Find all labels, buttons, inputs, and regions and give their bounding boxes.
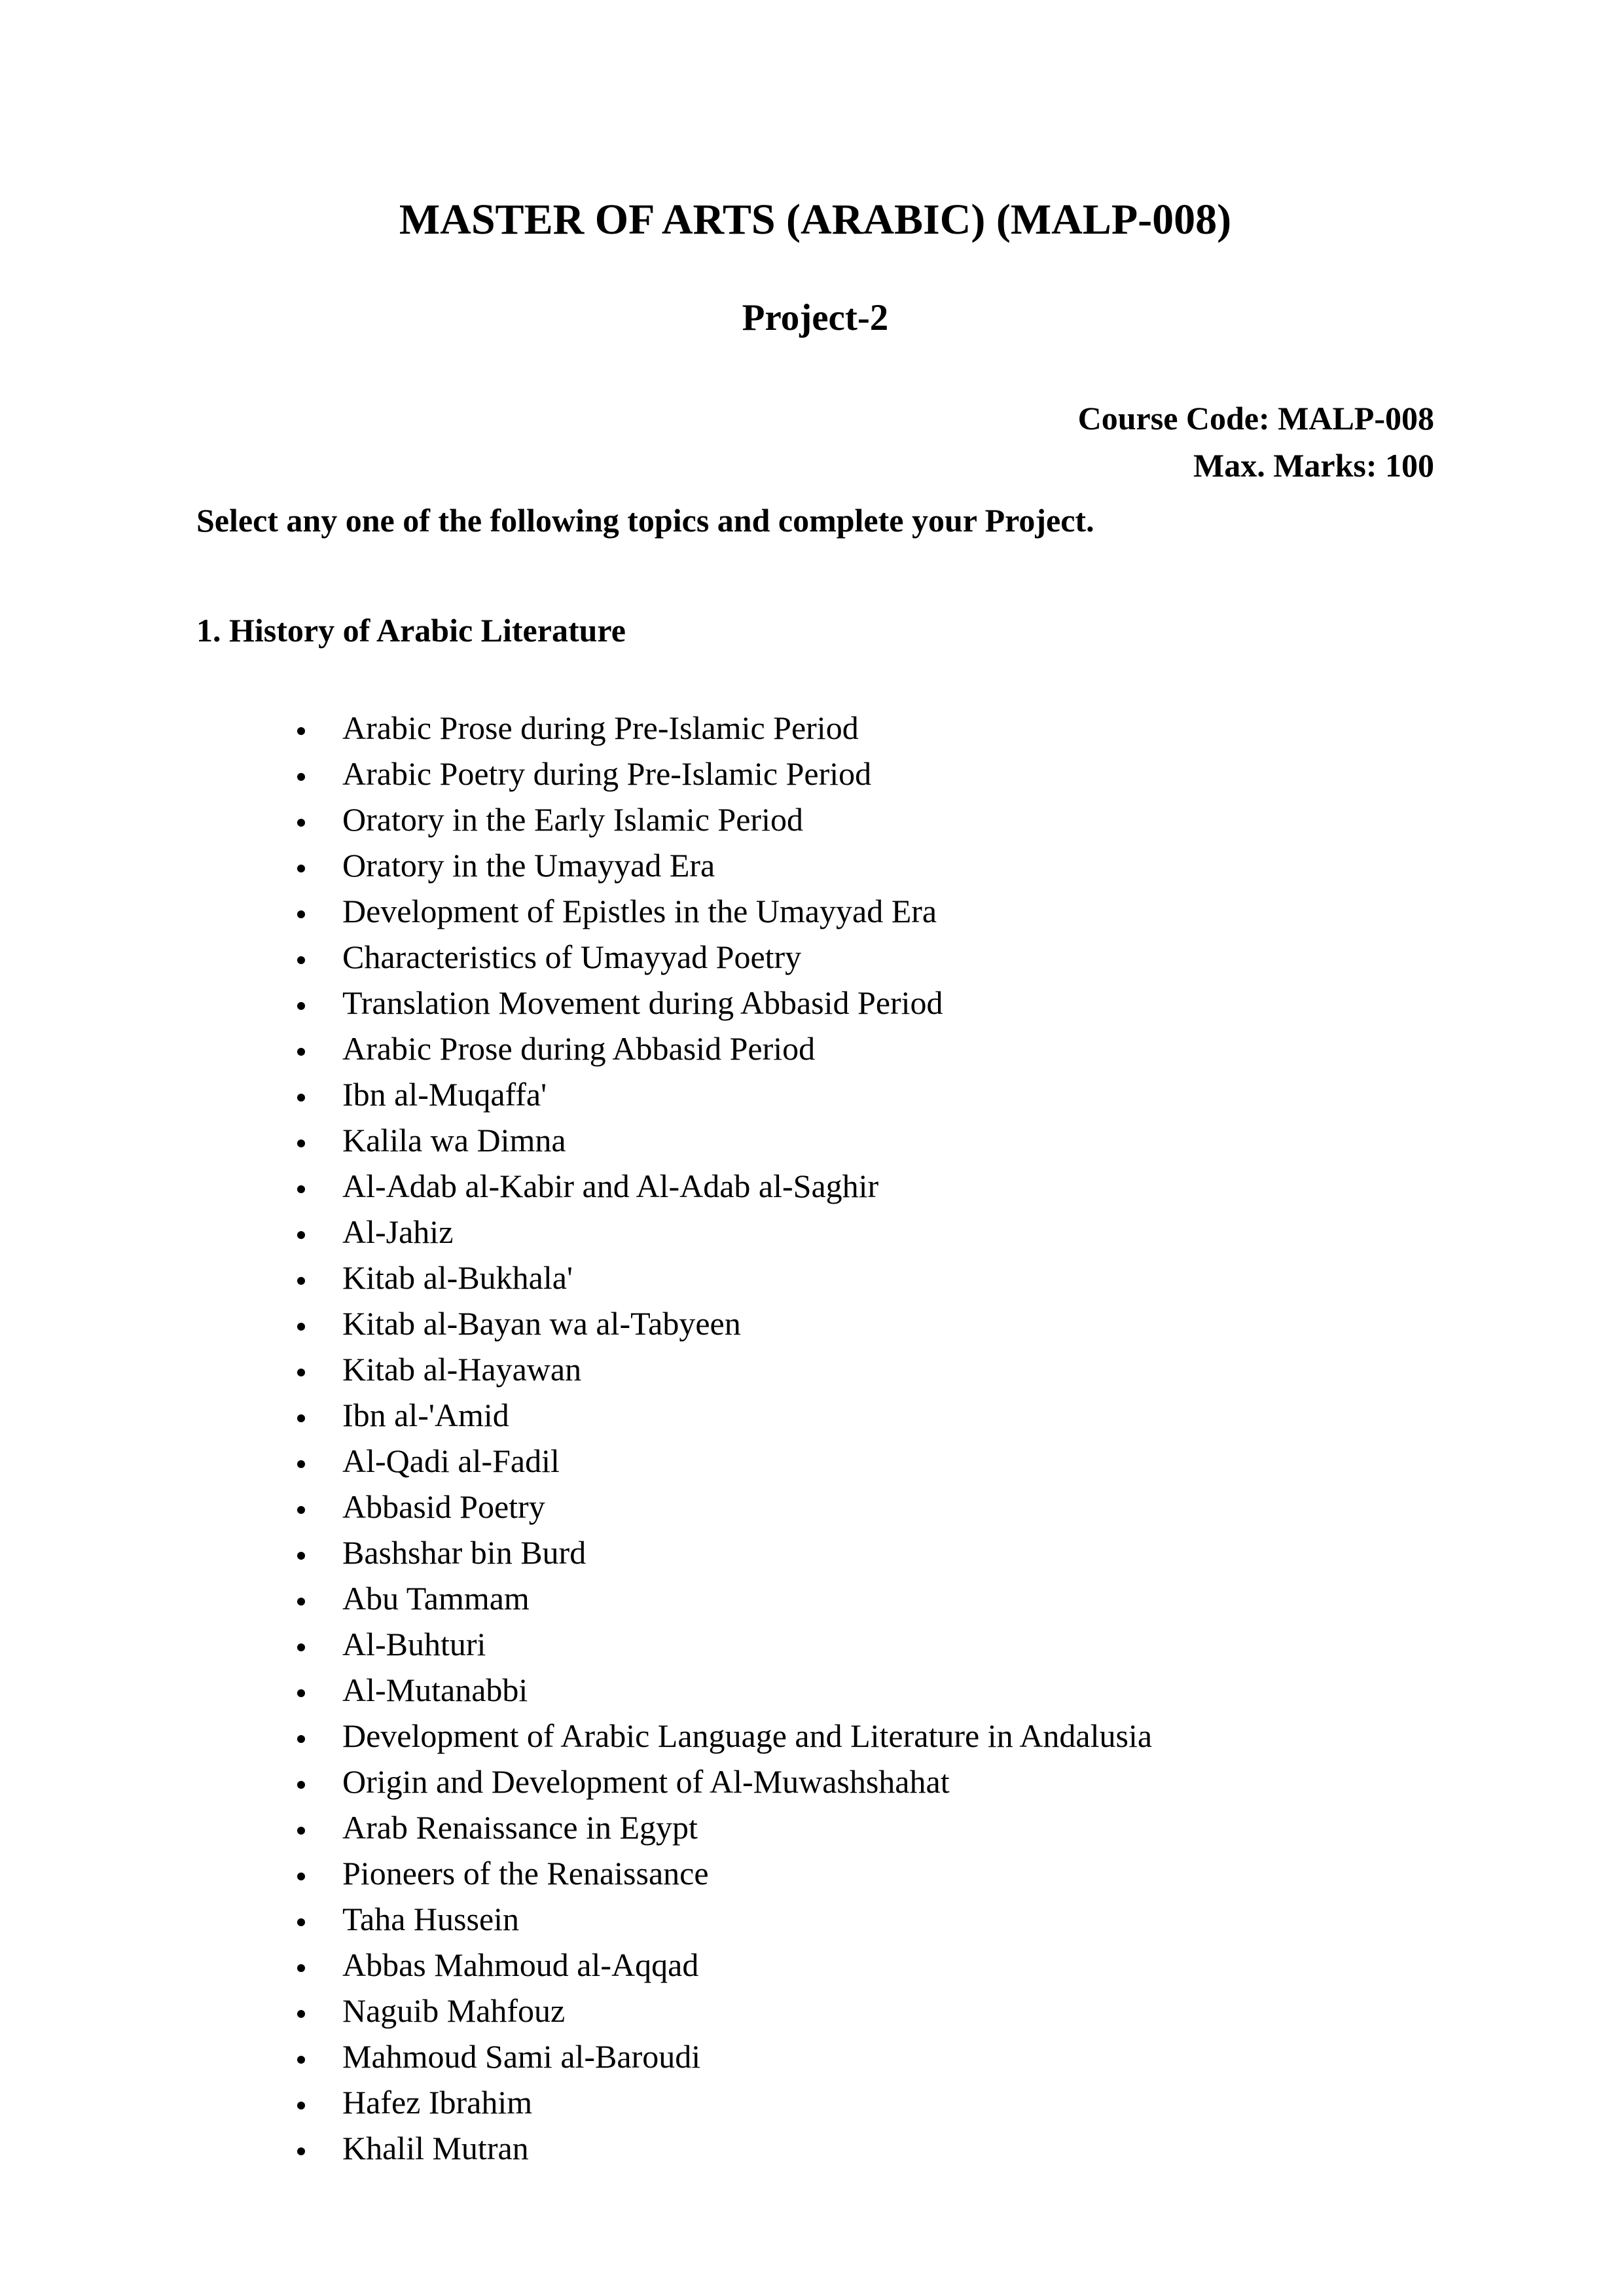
topic-list-item: • Development of Epistles in the Umayyad Era <box>317 888 1434 934</box>
topic-list-item: • Kitab al-Bayan wa al-Tabyeen <box>317 1300 1434 1346</box>
document-subtitle: Project-2 <box>742 296 889 338</box>
topic-list-item: • Abbasid Poetry <box>317 1484 1434 1530</box>
topic-list-item: • Abbas Mahmoud al-Aqqad <box>317 1942 1434 1988</box>
topic-list-item: • Hafez Ibrahim <box>317 2079 1434 2125</box>
topic-list-item: • Kalila wa Dimna <box>317 1117 1434 1163</box>
topic-list-item: • Al-Buhturi <box>317 1621 1434 1667</box>
topic-list-item: • Khalil Mutran <box>317 2125 1434 2171</box>
document-title: MASTER OF ARTS (ARABIC) (MALP-008) <box>399 196 1232 243</box>
topic-list-item: • Oratory in the Early Islamic Period <box>317 797 1434 842</box>
topic-list-item: • Taha Hussein <box>317 1896 1434 1942</box>
course-meta <box>196 395 1434 490</box>
topic-list-item: • Arabic Prose during Abbasid Period <box>317 1026 1434 1071</box>
topic-list-item: • Bashshar bin Burd <box>317 1530 1434 1575</box>
section-heading: 1. History of Arabic Literature <box>196 611 626 649</box>
topic-list-item: • Ibn al-Muqaffa' <box>317 1071 1434 1117</box>
topic-list-item: • Oratory in the Umayyad Era <box>317 842 1434 888</box>
topic-list-item: • Kitab al-Hayawan <box>317 1346 1434 1392</box>
instruction-text: Select any one of the following topics and complete your Project. <box>196 501 1094 539</box>
topic-list-item: • Ibn al-'Amid <box>317 1392 1434 1438</box>
topic-list-item: • Development of Arabic Language and Literature in Andalusia <box>317 1713 1434 1759</box>
topic-list-item: • Kitab al-Bukhala' <box>317 1255 1434 1300</box>
topic-list-item: • Arab Renaissance in Egypt <box>317 1804 1434 1850</box>
topic-list-item: • Arabic Prose during Pre-Islamic Period <box>317 705 1434 751</box>
topic-list-item: • Translation Movement during Abbasid Period <box>317 980 1434 1026</box>
topic-list-item: • Origin and Development of Al-Muwashshahat <box>317 1759 1434 1804</box>
max-marks: Max. Marks: 100 <box>1193 447 1434 484</box>
topic-list-item: • Naguib Mahfouz <box>317 1988 1434 2034</box>
topic-list-item: • Al-Jahiz <box>317 1209 1434 1255</box>
topic-list-item: • Pioneers of the Renaissance <box>317 1850 1434 1896</box>
topic-list-item: • Al-Qadi al-Fadil <box>317 1438 1434 1484</box>
topic-list-item: • Abu Tammam <box>317 1575 1434 1621</box>
topic-list-item: • Characteristics of Umayyad Poetry <box>317 934 1434 980</box>
topic-list-item: • Al-Adab al-Kabir and Al-Adab al-Saghir <box>317 1163 1434 1209</box>
topic-list-item: • Arabic Poetry during Pre-Islamic Period <box>317 751 1434 797</box>
course-code: Course Code: MALP-008 <box>1077 399 1434 437</box>
topic-list-item: • Al-Mutanabbi <box>317 1667 1434 1713</box>
topic-list-item: • Mahmoud Sami al-Baroudi <box>317 2034 1434 2079</box>
topics-list <box>196 705 1434 2171</box>
